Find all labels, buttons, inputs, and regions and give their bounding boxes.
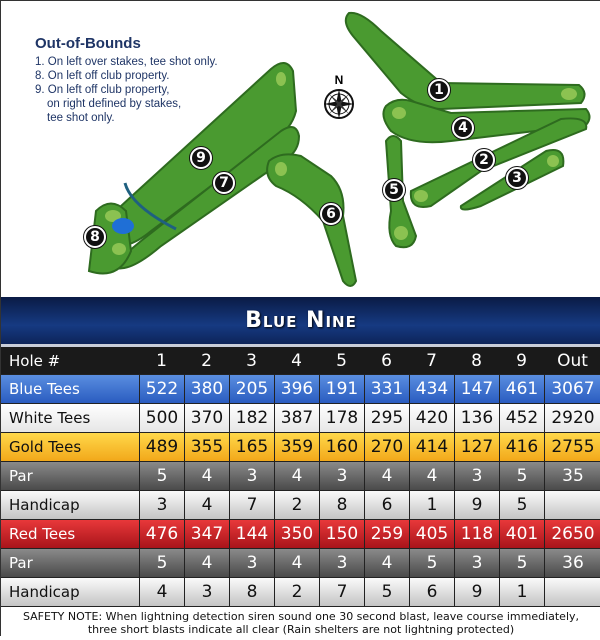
cell-out-total: 2755 xyxy=(544,433,600,461)
cell-hole-4: 2 xyxy=(274,578,319,606)
cell-hole-8: 147 xyxy=(454,375,499,403)
cell-hole-1: 489 xyxy=(139,433,184,461)
cell-hole-2: 355 xyxy=(184,433,229,461)
header-hole-7: 7 xyxy=(426,350,437,371)
cell-out-total: 36 xyxy=(544,549,600,577)
oob-rule-9-cont: on right defined by stakes, xyxy=(47,98,182,110)
cell-hole-4: 2 xyxy=(274,491,319,519)
cell-hole-5: 8 xyxy=(319,491,364,519)
cell-hole-8: 9 xyxy=(454,491,499,519)
cell-out-total xyxy=(544,578,600,606)
cell-hole-9: 1 xyxy=(499,578,544,606)
cell-hole-6: 295 xyxy=(364,404,409,432)
table-row xyxy=(1,375,600,404)
table-row xyxy=(1,520,600,549)
header-out: Out xyxy=(557,350,588,371)
scorecard-title: Blue Nine xyxy=(245,308,357,333)
oob-rule-9: 9. On left off club property, xyxy=(35,84,170,96)
cell-hole-3: 165 xyxy=(229,433,274,461)
cell-hole-6: 331 xyxy=(364,375,409,403)
cell-hole-7: 1 xyxy=(409,491,454,519)
row-label: Handicap xyxy=(9,583,80,601)
hole-marker-6: 6 xyxy=(320,203,342,225)
cell-hole-4: 396 xyxy=(274,375,319,403)
cell-hole-9: 461 xyxy=(499,375,544,403)
cell-hole-1: 500 xyxy=(139,404,184,432)
cell-hole-1: 5 xyxy=(139,549,184,577)
hole-marker-8: 8 xyxy=(84,226,106,248)
out-of-bounds-notes xyxy=(35,35,218,125)
cell-hole-1: 3 xyxy=(139,491,184,519)
cell-hole-7: 420 xyxy=(409,404,454,432)
cell-out-total: 2650 xyxy=(544,520,600,548)
cell-hole-6: 270 xyxy=(364,433,409,461)
cell-hole-9: 452 xyxy=(499,404,544,432)
cell-hole-5: 160 xyxy=(319,433,364,461)
hole-marker-2: 2 xyxy=(473,149,495,171)
table-row xyxy=(1,491,600,520)
hole-marker-5: 5 xyxy=(383,179,405,201)
cell-hole-3: 7 xyxy=(229,491,274,519)
cell-out-total xyxy=(544,491,600,519)
cell-hole-6: 259 xyxy=(364,520,409,548)
header-hole-4: 4 xyxy=(291,350,302,371)
compass-rose-icon xyxy=(321,73,357,121)
scorecard xyxy=(1,297,600,637)
cell-hole-1: 522 xyxy=(139,375,184,403)
row-label: Gold Tees xyxy=(9,438,82,456)
cell-hole-7: 5 xyxy=(409,549,454,577)
cell-hole-4: 359 xyxy=(274,433,319,461)
cell-hole-5: 150 xyxy=(319,520,364,548)
cell-hole-4: 350 xyxy=(274,520,319,548)
header-hole-8: 8 xyxy=(471,350,482,371)
cell-hole-2: 4 xyxy=(184,462,229,490)
oob-rule-9-cont2: tee shot only. xyxy=(47,112,115,124)
cell-hole-9: 5 xyxy=(499,462,544,490)
header-row xyxy=(1,347,600,375)
oob-title: Out-of-Bounds xyxy=(35,35,141,52)
table-row xyxy=(1,404,600,433)
hole-marker-1: 1 xyxy=(428,79,450,101)
cell-hole-5: 7 xyxy=(319,578,364,606)
cell-hole-9: 5 xyxy=(499,549,544,577)
header-hole-2: 2 xyxy=(201,350,212,371)
cell-hole-8: 127 xyxy=(454,433,499,461)
row-label: Par xyxy=(9,467,33,485)
header-label: Hole # xyxy=(9,351,61,370)
cell-hole-2: 370 xyxy=(184,404,229,432)
cell-hole-6: 5 xyxy=(364,578,409,606)
header-hole-6: 6 xyxy=(381,350,392,371)
cell-hole-5: 3 xyxy=(319,549,364,577)
cell-hole-8: 3 xyxy=(454,462,499,490)
cell-hole-6: 4 xyxy=(364,549,409,577)
header-hole-5: 5 xyxy=(336,350,347,371)
table-row xyxy=(1,549,600,578)
cell-hole-7: 405 xyxy=(409,520,454,548)
row-label: White Tees xyxy=(9,409,91,427)
cell-hole-6: 4 xyxy=(364,462,409,490)
scorecard-title-bar xyxy=(1,297,600,347)
cell-hole-6: 6 xyxy=(364,491,409,519)
cell-hole-2: 4 xyxy=(184,491,229,519)
cell-hole-5: 191 xyxy=(319,375,364,403)
row-label: Red Tees xyxy=(9,525,76,543)
cell-hole-8: 3 xyxy=(454,549,499,577)
cell-hole-1: 476 xyxy=(139,520,184,548)
cell-out-total: 35 xyxy=(544,462,600,490)
cell-hole-3: 3 xyxy=(229,462,274,490)
table-row xyxy=(1,462,600,491)
cell-out-total: 3067 xyxy=(544,375,600,403)
cell-hole-2: 3 xyxy=(184,578,229,606)
hole-marker-4: 4 xyxy=(452,117,474,139)
cell-hole-8: 9 xyxy=(454,578,499,606)
cell-out-total: 2920 xyxy=(544,404,600,432)
oob-rule-1: 1. On left over stakes, tee shot only. xyxy=(35,56,218,68)
header-hole-9: 9 xyxy=(516,350,527,371)
cell-hole-3: 205 xyxy=(229,375,274,403)
hole-marker-3: 3 xyxy=(506,167,528,189)
table-row xyxy=(1,578,600,607)
cell-hole-7: 6 xyxy=(409,578,454,606)
cell-hole-2: 347 xyxy=(184,520,229,548)
cell-hole-7: 414 xyxy=(409,433,454,461)
hole-marker-9: 9 xyxy=(190,147,212,169)
row-label: Par xyxy=(9,554,33,572)
cell-hole-3: 182 xyxy=(229,404,274,432)
cell-hole-2: 4 xyxy=(184,549,229,577)
cell-hole-2: 380 xyxy=(184,375,229,403)
cell-hole-9: 5 xyxy=(499,491,544,519)
table-row xyxy=(1,433,600,462)
cell-hole-4: 4 xyxy=(274,462,319,490)
cell-hole-1: 4 xyxy=(139,578,184,606)
cell-hole-7: 4 xyxy=(409,462,454,490)
cell-hole-3: 8 xyxy=(229,578,274,606)
compass-north-label: N xyxy=(334,73,344,87)
cell-hole-3: 144 xyxy=(229,520,274,548)
cell-hole-8: 136 xyxy=(454,404,499,432)
safety-note: SAFETY NOTE: When lightning detection siren sound one 30 second blast, leave course immediately, three short blasts indicate all clear (Rain shelters are not lightning protected) xyxy=(1,607,600,640)
cell-hole-5: 178 xyxy=(319,404,364,432)
cell-hole-8: 118 xyxy=(454,520,499,548)
cell-hole-4: 387 xyxy=(274,404,319,432)
cell-hole-4: 4 xyxy=(274,549,319,577)
course-map xyxy=(1,1,600,297)
cell-hole-7: 434 xyxy=(409,375,454,403)
header-hole-1: 1 xyxy=(156,350,167,371)
hole-marker-7: 7 xyxy=(213,172,235,194)
scorecard-rows xyxy=(1,375,600,607)
row-label: Blue Tees xyxy=(9,380,80,398)
oob-rule-8: 8. On left off club property. xyxy=(35,70,170,82)
cell-hole-9: 416 xyxy=(499,433,544,461)
cell-hole-5: 3 xyxy=(319,462,364,490)
row-label: Handicap xyxy=(9,496,80,514)
cell-hole-1: 5 xyxy=(139,462,184,490)
cell-hole-3: 3 xyxy=(229,549,274,577)
cell-hole-9: 401 xyxy=(499,520,544,548)
header-hole-3: 3 xyxy=(246,350,257,371)
